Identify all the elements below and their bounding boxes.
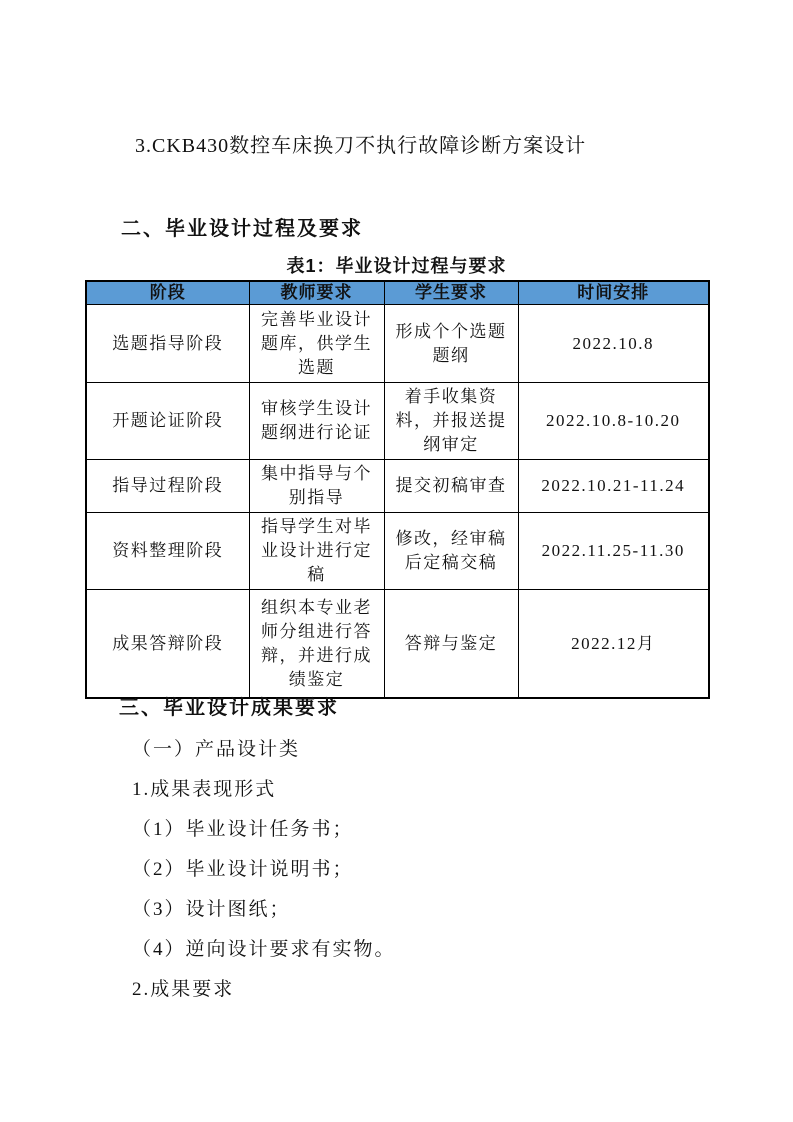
result-paragraph: （1）毕业设计任务书； [132,819,354,840]
table-header-row [86,281,709,305]
cell-time: 2022.10.8 [518,305,709,383]
column-header-teacher: 教师要求 [249,281,384,305]
cell-student: 着手收集资料，并报送提纲审定 [384,383,518,460]
result-paragraph: （一）产品设计类 [132,739,301,760]
cell-student: 修改，经审稿后定稿交稿 [384,513,518,590]
table-row [86,383,709,460]
result-paragraph: 2.成果要求 [132,979,235,1000]
cell-student: 提交初稿审查 [384,460,518,513]
result-paragraph: （3）设计图纸； [132,899,291,920]
cell-teacher: 指导学生对毕业设计进行定稿 [249,513,384,590]
results-paragraph-list [132,739,396,1019]
result-paragraph: （4）逆向设计要求有实物。 [132,939,396,960]
section-heading-results: 三、毕业设计成果要求 [119,697,339,719]
cell-stage: 成果答辩阶段 [86,590,249,699]
cell-time: 2022.10.8-10.20 [518,383,709,460]
table-caption: 表1：毕业设计过程与要求 [286,256,507,276]
cell-stage: 开题论证阶段 [86,383,249,460]
cell-stage: 选题指导阶段 [86,305,249,383]
process-table-body [86,305,709,699]
cell-student: 答辩与鉴定 [384,590,518,699]
cell-time: 2022.11.25-11.30 [518,513,709,590]
section-heading-process: 二、毕业设计过程及要求 [121,218,363,240]
cell-teacher: 集中指导与个别指导 [249,460,384,513]
cell-teacher: 完善毕业设计题库，供学生选题 [249,305,384,383]
result-paragraph: 1.成果表现形式 [132,779,277,800]
result-paragraph: （2）毕业设计说明书； [132,859,354,880]
column-header-time: 时间安排 [518,281,709,305]
table-row [86,305,709,383]
process-table [85,280,710,699]
cell-time: 2022.10.21-11.24 [518,460,709,513]
column-header-stage: 阶段 [86,281,249,305]
table-row [86,460,709,513]
document-title: 3.CKB430数控车床换刀不执行故障诊断方案设计 [135,135,587,157]
cell-student: 形成个个选题题纲 [384,305,518,383]
cell-teacher: 组织本专业老师分组进行答辩，并进行成绩鉴定 [249,590,384,699]
cell-teacher: 审核学生设计题纲进行论证 [249,383,384,460]
column-header-student: 学生要求 [384,281,518,305]
table-row [86,590,709,699]
cell-stage: 资料整理阶段 [86,513,249,590]
table-row [86,513,709,590]
cell-time: 2022.12月 [518,590,709,699]
cell-stage: 指导过程阶段 [86,460,249,513]
